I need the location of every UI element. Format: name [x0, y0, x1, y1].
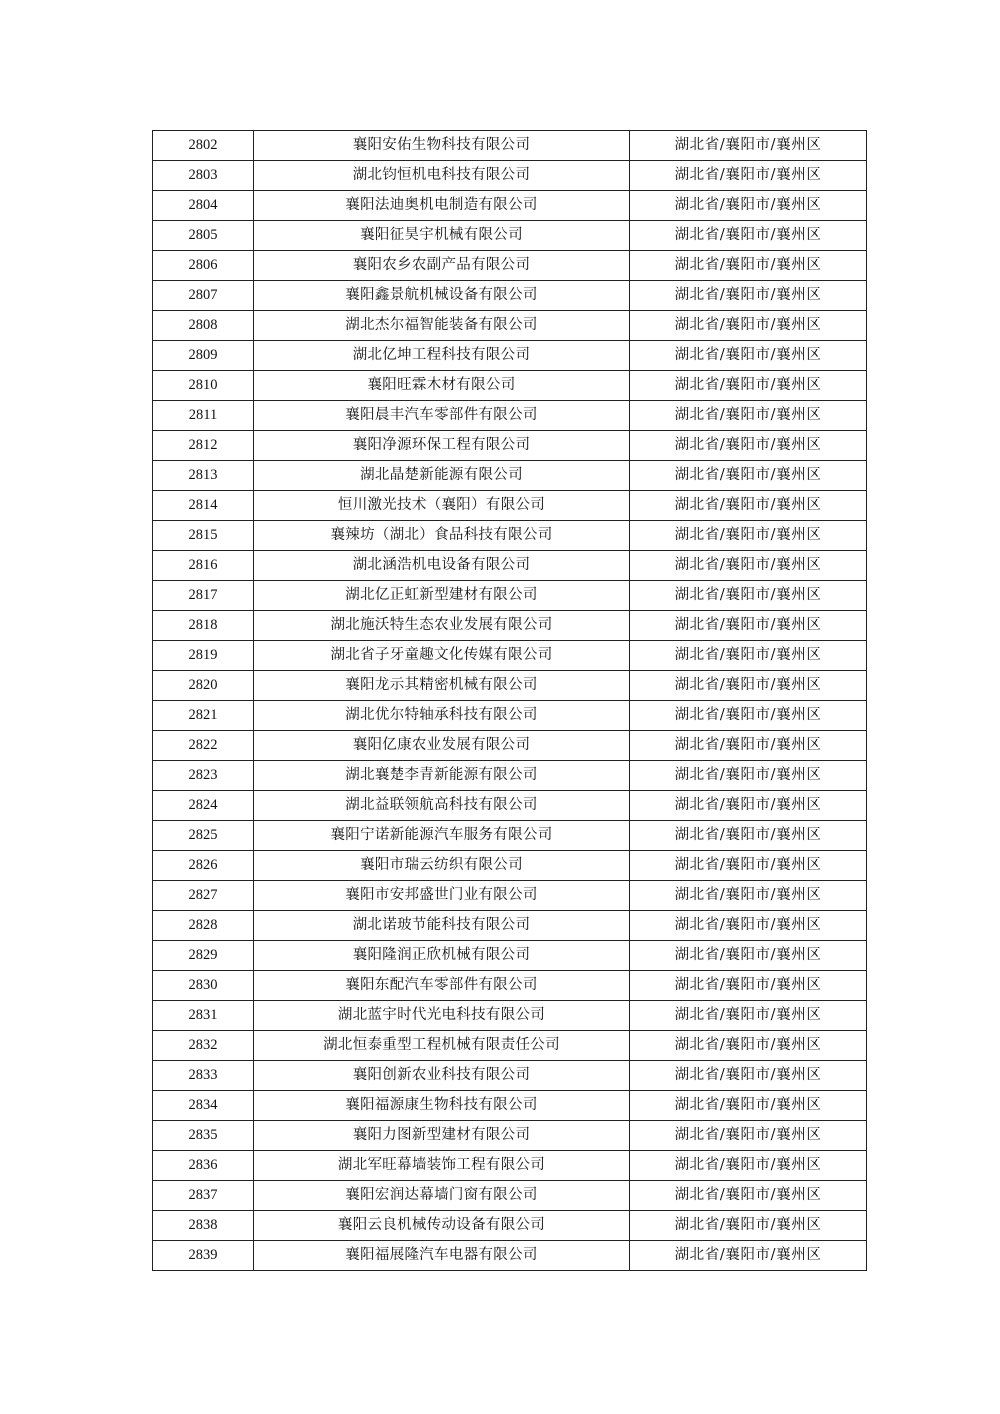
region-text: 湖北省/襄阳市/襄州区 — [630, 851, 867, 881]
row-number: 2817 — [153, 581, 254, 611]
company-table-body — [153, 131, 867, 1271]
company-name: 襄阳福展隆汽车电器有限公司 — [254, 1241, 630, 1271]
company-name: 湖北诺玻节能科技有限公司 — [254, 911, 630, 941]
region-text: 湖北省/襄阳市/襄州区 — [630, 521, 867, 551]
row-number: 2816 — [153, 551, 254, 581]
company-name: 湖北钧恒机电科技有限公司 — [254, 161, 630, 191]
table-row — [153, 881, 867, 911]
region-text: 湖北省/襄阳市/襄州区 — [630, 251, 867, 281]
company-name: 湖北恒泰重型工程机械有限责任公司 — [254, 1031, 630, 1061]
table-row — [153, 431, 867, 461]
row-number: 2834 — [153, 1091, 254, 1121]
row-number: 2814 — [153, 491, 254, 521]
row-number: 2804 — [153, 191, 254, 221]
company-name: 湖北军旺幕墙装饰工程有限公司 — [254, 1151, 630, 1181]
company-name: 襄阳征昊宇机械有限公司 — [254, 221, 630, 251]
region-text: 湖北省/襄阳市/襄州区 — [630, 431, 867, 461]
row-number: 2822 — [153, 731, 254, 761]
table-row — [153, 701, 867, 731]
table-row — [153, 311, 867, 341]
company-name: 湖北襄楚李青新能源有限公司 — [254, 761, 630, 791]
row-number: 2802 — [153, 131, 254, 161]
table-row — [153, 281, 867, 311]
row-number: 2826 — [153, 851, 254, 881]
region-text: 湖北省/襄阳市/襄州区 — [630, 1001, 867, 1031]
table-row — [153, 1121, 867, 1151]
region-text: 湖北省/襄阳市/襄州区 — [630, 341, 867, 371]
table-row — [153, 761, 867, 791]
row-number: 2815 — [153, 521, 254, 551]
row-number: 2836 — [153, 1151, 254, 1181]
table-row — [153, 1181, 867, 1211]
company-name: 襄阳亿康农业发展有限公司 — [254, 731, 630, 761]
company-name: 襄阳宏润达幕墙门窗有限公司 — [254, 1181, 630, 1211]
region-text: 湖北省/襄阳市/襄州区 — [630, 461, 867, 491]
company-name: 湖北亿正虹新型建材有限公司 — [254, 581, 630, 611]
row-number: 2809 — [153, 341, 254, 371]
table-row — [153, 641, 867, 671]
company-name: 襄阳市瑞云纺织有限公司 — [254, 851, 630, 881]
region-text: 湖北省/襄阳市/襄州区 — [630, 1091, 867, 1121]
company-name: 湖北蓝宇时代光电科技有限公司 — [254, 1001, 630, 1031]
region-text: 湖北省/襄阳市/襄州区 — [630, 641, 867, 671]
row-number: 2833 — [153, 1061, 254, 1091]
region-text: 湖北省/襄阳市/襄州区 — [630, 731, 867, 761]
company-name: 恒川激光技术（襄阳）有限公司 — [254, 491, 630, 521]
row-number: 2839 — [153, 1241, 254, 1271]
table-row — [153, 491, 867, 521]
table-row — [153, 341, 867, 371]
region-text: 湖北省/襄阳市/襄州区 — [630, 1061, 867, 1091]
table-row — [153, 821, 867, 851]
company-name: 襄阳云良机械传动设备有限公司 — [254, 1211, 630, 1241]
region-text: 湖北省/襄阳市/襄州区 — [630, 821, 867, 851]
row-number: 2838 — [153, 1211, 254, 1241]
region-text: 湖北省/襄阳市/襄州区 — [630, 791, 867, 821]
region-text: 湖北省/襄阳市/襄州区 — [630, 761, 867, 791]
region-text: 湖北省/襄阳市/襄州区 — [630, 221, 867, 251]
region-text: 湖北省/襄阳市/襄州区 — [630, 191, 867, 221]
company-name: 湖北晶楚新能源有限公司 — [254, 461, 630, 491]
company-name: 湖北施沃特生态农业发展有限公司 — [254, 611, 630, 641]
company-name: 襄阳安佑生物科技有限公司 — [254, 131, 630, 161]
region-text: 湖北省/襄阳市/襄州区 — [630, 611, 867, 641]
row-number: 2811 — [153, 401, 254, 431]
row-number: 2831 — [153, 1001, 254, 1031]
table-row — [153, 131, 867, 161]
table-row — [153, 971, 867, 1001]
row-number: 2824 — [153, 791, 254, 821]
table-row — [153, 581, 867, 611]
company-name: 湖北杰尔福智能装备有限公司 — [254, 311, 630, 341]
region-text: 湖北省/襄阳市/襄州区 — [630, 1151, 867, 1181]
table-row — [153, 1151, 867, 1181]
region-text: 湖北省/襄阳市/襄州区 — [630, 371, 867, 401]
company-name: 襄阳法迪奥机电制造有限公司 — [254, 191, 630, 221]
company-name: 襄阳力图新型建材有限公司 — [254, 1121, 630, 1151]
company-name: 襄阳福源康生物科技有限公司 — [254, 1091, 630, 1121]
row-number: 2808 — [153, 311, 254, 341]
company-name: 襄阳宁诺新能源汽车服务有限公司 — [254, 821, 630, 851]
region-text: 湖北省/襄阳市/襄州区 — [630, 1241, 867, 1271]
company-name: 湖北省子牙童趣文化传媒有限公司 — [254, 641, 630, 671]
row-number: 2820 — [153, 671, 254, 701]
region-text: 湖北省/襄阳市/襄州区 — [630, 971, 867, 1001]
table-row — [153, 671, 867, 701]
table-row — [153, 521, 867, 551]
table-row — [153, 161, 867, 191]
region-text: 湖北省/襄阳市/襄州区 — [630, 581, 867, 611]
row-number: 2807 — [153, 281, 254, 311]
region-text: 湖北省/襄阳市/襄州区 — [630, 881, 867, 911]
row-number: 2829 — [153, 941, 254, 971]
region-text: 湖北省/襄阳市/襄州区 — [630, 941, 867, 971]
region-text: 湖北省/襄阳市/襄州区 — [630, 1211, 867, 1241]
table-row — [153, 1061, 867, 1091]
company-name: 襄阳隆润正欣机械有限公司 — [254, 941, 630, 971]
table-row — [153, 1241, 867, 1271]
row-number: 2812 — [153, 431, 254, 461]
table-row — [153, 551, 867, 581]
region-text: 湖北省/襄阳市/襄州区 — [630, 1121, 867, 1151]
table-row — [153, 611, 867, 641]
row-number: 2821 — [153, 701, 254, 731]
company-name: 襄阳农乡农副产品有限公司 — [254, 251, 630, 281]
table-row — [153, 251, 867, 281]
region-text: 湖北省/襄阳市/襄州区 — [630, 551, 867, 581]
region-text: 湖北省/襄阳市/襄州区 — [630, 131, 867, 161]
table-row — [153, 1001, 867, 1031]
row-number: 2837 — [153, 1181, 254, 1211]
region-text: 湖北省/襄阳市/襄州区 — [630, 1181, 867, 1211]
region-text: 湖北省/襄阳市/襄州区 — [630, 671, 867, 701]
company-name: 湖北益联领航高科技有限公司 — [254, 791, 630, 821]
table-row — [153, 401, 867, 431]
table-row — [153, 851, 867, 881]
region-text: 湖北省/襄阳市/襄州区 — [630, 911, 867, 941]
row-number: 2810 — [153, 371, 254, 401]
company-table — [152, 130, 867, 1271]
table-row — [153, 911, 867, 941]
table-row — [153, 941, 867, 971]
row-number: 2825 — [153, 821, 254, 851]
row-number: 2818 — [153, 611, 254, 641]
company-name: 襄阳晨丰汽车零部件有限公司 — [254, 401, 630, 431]
row-number: 2827 — [153, 881, 254, 911]
region-text: 湖北省/襄阳市/襄州区 — [630, 311, 867, 341]
row-number: 2819 — [153, 641, 254, 671]
row-number: 2813 — [153, 461, 254, 491]
table-row — [153, 371, 867, 401]
company-name: 襄阳鑫景航机械设备有限公司 — [254, 281, 630, 311]
row-number: 2803 — [153, 161, 254, 191]
company-name: 湖北涵浩机电设备有限公司 — [254, 551, 630, 581]
row-number: 2805 — [153, 221, 254, 251]
company-name: 襄阳东配汽车零部件有限公司 — [254, 971, 630, 1001]
table-row — [153, 461, 867, 491]
company-name: 湖北亿坤工程科技有限公司 — [254, 341, 630, 371]
company-name: 襄阳市安邦盛世门业有限公司 — [254, 881, 630, 911]
region-text: 湖北省/襄阳市/襄州区 — [630, 161, 867, 191]
region-text: 湖北省/襄阳市/襄州区 — [630, 281, 867, 311]
table-row — [153, 1091, 867, 1121]
region-text: 湖北省/襄阳市/襄州区 — [630, 401, 867, 431]
region-text: 湖北省/襄阳市/襄州区 — [630, 1031, 867, 1061]
company-name: 襄阳创新农业科技有限公司 — [254, 1061, 630, 1091]
table-row — [153, 1211, 867, 1241]
row-number: 2835 — [153, 1121, 254, 1151]
row-number: 2832 — [153, 1031, 254, 1061]
region-text: 湖北省/襄阳市/襄州区 — [630, 701, 867, 731]
table-row — [153, 191, 867, 221]
row-number: 2806 — [153, 251, 254, 281]
table-row — [153, 1031, 867, 1061]
table-row — [153, 731, 867, 761]
company-name: 襄阳龙示其精密机械有限公司 — [254, 671, 630, 701]
row-number: 2823 — [153, 761, 254, 791]
company-name: 襄阳净源环保工程有限公司 — [254, 431, 630, 461]
company-name: 湖北优尔特轴承科技有限公司 — [254, 701, 630, 731]
row-number: 2828 — [153, 911, 254, 941]
table-row — [153, 221, 867, 251]
region-text: 湖北省/襄阳市/襄州区 — [630, 491, 867, 521]
table-row — [153, 791, 867, 821]
company-name: 襄辣坊（湖北）食品科技有限公司 — [254, 521, 630, 551]
row-number: 2830 — [153, 971, 254, 1001]
company-name: 襄阳旺霖木材有限公司 — [254, 371, 630, 401]
